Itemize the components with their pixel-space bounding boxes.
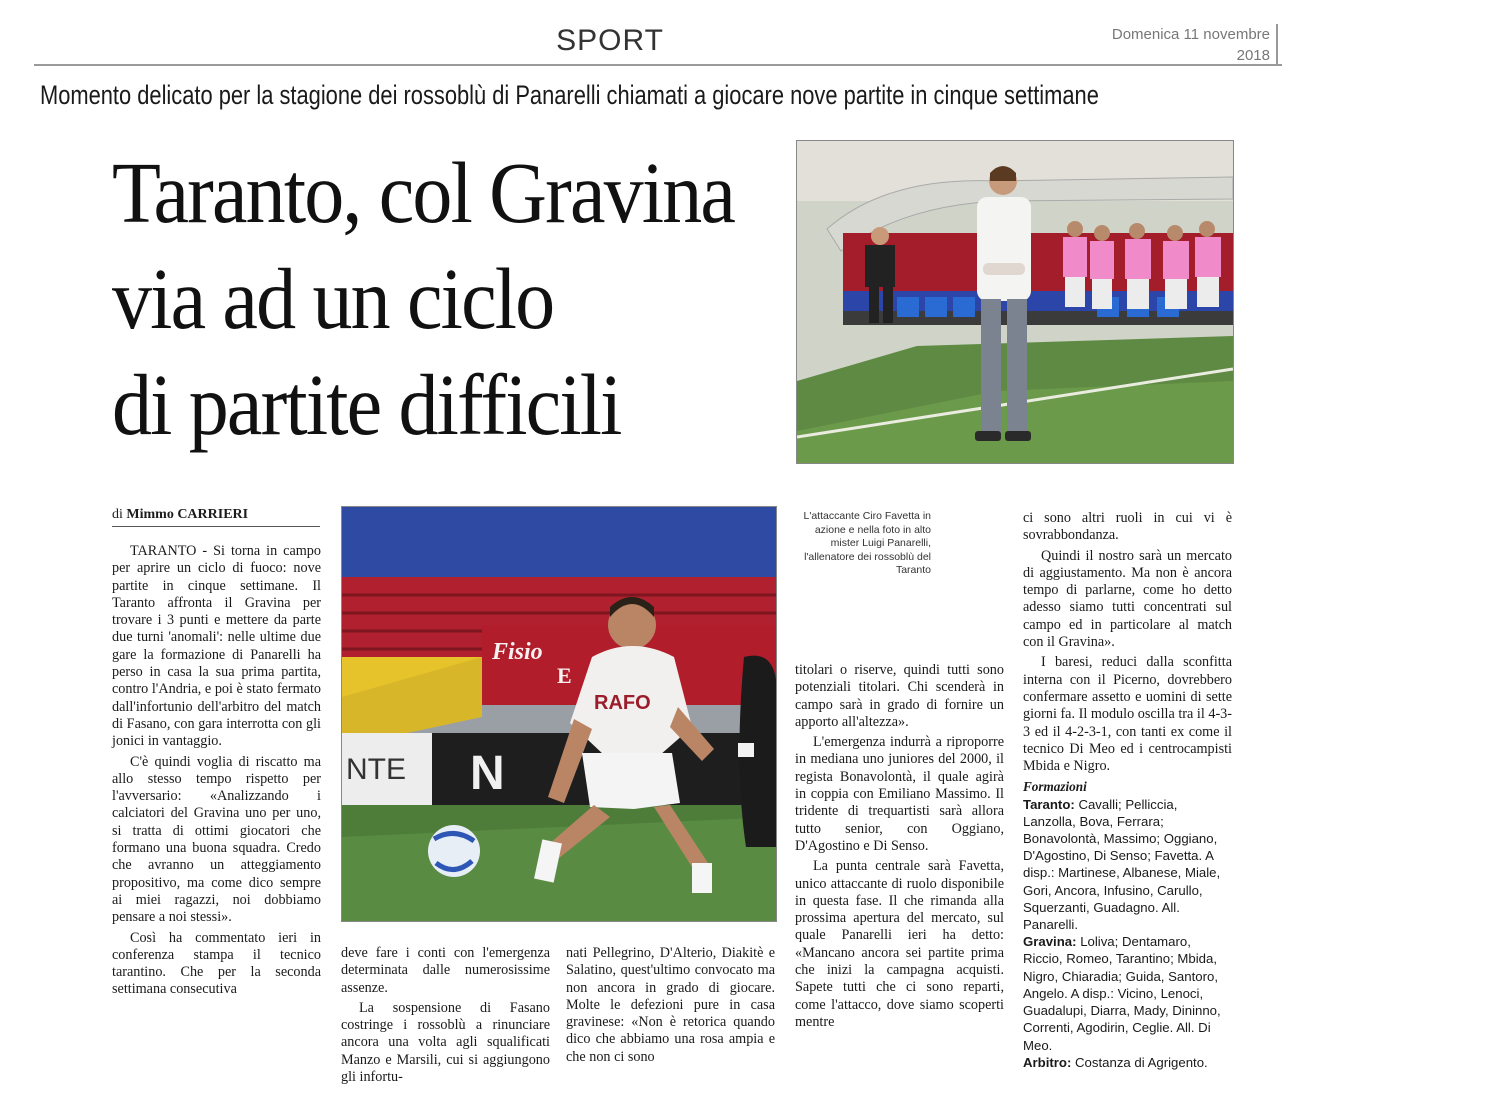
lineup-taranto-label: Taranto: — [1023, 796, 1075, 812]
headline-line-3: di partite difficili — [112, 356, 621, 453]
board-text-1: NTE — [346, 753, 406, 786]
sponsor-text-1: Fisio — [492, 639, 543, 665]
coach-photo-illustration — [797, 141, 1233, 463]
paragraph: deve fare i conti con l'emergenza determinata dalle numerosissime assenze. — [341, 945, 550, 996]
byline-author: Mimmo CARRIERI — [126, 507, 249, 522]
lineups — [1023, 778, 1232, 1070]
paragraph: La punta centrale sarà Favetta, unico attaccante di ruolo disponibile in questa fase. Il che rimanda alla prossima apertura del mercato, sul quale Panarelli ieri ha detto: «Mancano ancora sei partite prima che inizi la campagna acquisti. Sapete tutti che ci sono reparti, come l'attacco, dove siamo scoperti mentre — [795, 858, 1004, 1030]
paragraph: Così ha commentato ieri in conferenza stampa il tecnico tarantino. Che per la seconda settimana consecutiva — [112, 929, 321, 998]
issue-date — [1112, 24, 1278, 66]
headline — [112, 140, 756, 458]
board-text-2: N — [470, 747, 505, 800]
kicker: Momento delicato per la stagione dei rossoblù di Panarelli chiamati a giocare nove partite in cinque settimane — [40, 80, 1099, 110]
headline-line-2: via ad un ciclo — [112, 250, 554, 347]
paragraph: ci sono altri ruoli in cui vi è sovrabbondanza. — [1023, 510, 1232, 544]
lineup-gravina — [1023, 933, 1232, 1053]
paragraph: L'emergenza indurrà a riproporre in mediana uno juniores del 2000, il regista Bonavolontà, il quale agirà in coppia con Emiliano Massimo. Il tridente di trequartisti sarà allora tutto senior, con Oggiano, D'Agostino e Di Senso. — [795, 734, 1004, 854]
paragraph: La sospensione di Fasano costringe i rossoblù a rinunciare ancora una volta agli squalificati Manzo e Marsili, cui si aggiungono gli infortu- — [341, 999, 550, 1086]
byline — [112, 507, 320, 527]
paragraph: C'è quindi voglia di riscatto ma allo stesso tempo rispetto per l'avversario: «Analizzando i calciatori del Gravina uno per uno, si tratta di ottimi giocatori che formano una buona squadra. Credo che avranno un atteggiamento propositivo, ma come dico sempre ai miei ragazzi, noi dobbiamo pensare a noi stessi». — [112, 753, 321, 926]
referee-label: Arbitro: — [1023, 1054, 1072, 1070]
article-column-3 — [566, 945, 775, 1069]
article-column-2 — [341, 945, 550, 1089]
jersey-text: RAFO — [594, 692, 651, 714]
lineup-gravina-text: Loliva; Dentamaro, Riccio, Romeo, Tarantino; Mbida, Nigro, Chiaradia; Guida, Santoro, Angelo. A disp.: Vicino, Lenoci, Guadalupi, Diarra, Mady, Dininno, Correnti, Agodirin, Ceglie. All. Di Meo. — [1023, 934, 1221, 1053]
lineup-title: Formazioni — [1023, 779, 1087, 795]
article-column-5 — [1023, 510, 1232, 1071]
header-rule — [34, 64, 1282, 66]
article-column-4 — [795, 662, 1004, 1034]
paragraph: titolari o riserve, quindi tutti sono potenziali titolari. Chi scenderà in campo sarà in grado di fornire un apporto all'altezza». — [795, 662, 1004, 730]
lineup-gravina-label: Gravina: — [1023, 934, 1077, 950]
lineup-taranto — [1023, 796, 1232, 934]
paragraph: nati Pellegrino, D'Alterio, Diakitè e Salatino, quest'ultimo convocato ma non ancora in grado di giocare. Molte le defezioni pure in casa gravinese: «Non è retorica quando dico che abbiamo una rosa ampia e che non ci sono — [566, 945, 775, 1065]
action-photo-illustration — [342, 507, 776, 921]
headline-line-1: Taranto, col Gravina — [112, 144, 735, 241]
date-line-1: Domenica 11 novembre — [1111, 26, 1270, 43]
referee — [1023, 1054, 1232, 1071]
paragraph: Quindi il nostro sarà un mercato di aggiustamento. Ma non è ancora tempo di parlarne, come ho detto adesso siamo tutti concentrati sul campo ed in particolare al match con il Gravina». — [1023, 547, 1232, 651]
paragraph: I baresi, reduci dalla sconfitta interna con il Picerno, dovrebbero confermare assetto e uomini di sette giorni fa. Il modulo oscilla tra il 4-3-3 ed il 4-2-3-1, con tanti ex come il tecnico Di Meo ed i centrocampisti Mbida e Nigro. — [1023, 654, 1232, 775]
photo-caption: L'attaccante Ciro Favetta in azione e nella foto in alto mister Luigi Panarelli, l'allenatore dei rossoblù del Taranto — [803, 510, 931, 576]
sponsor-text-2: E — [557, 663, 572, 688]
byline-prefix: di — [112, 507, 123, 522]
date-line-2: 2018 — [1236, 47, 1270, 64]
paragraph: TARANTO - Si torna in campo per aprire un ciclo di fuoco: nove partite in cinque settimane. Il Taranto affronta il Gravina per trovare i 3 punti e mettere da parte due turni 'anomali': nelle ultime due gare la formazione di Panarelli ha perso in casa la sua prima partita, contro l'Andria, e poi è stato fermato dall'infortunio dell'arbitro del match di Fasano, con gara interrotta con gli jonici in vantaggio. — [112, 543, 321, 750]
article-column-1 — [112, 543, 321, 1002]
referee-text: Costanza di Agrigento. — [1075, 1054, 1208, 1070]
lineup-taranto-text: Cavalli; Pelliccia, Lanzolla, Bova, Ferrara; Bonavolontà, Massimo; Oggiano, D'Agostino, Di Senso; Favetta. A disp.: Martinese, Albanese, Miale, Gori, Ancora, Infusino, Carullo, Squerzanti, Guadagno. All. Panarelli. — [1023, 796, 1221, 933]
section-label: SPORT — [556, 24, 664, 57]
photo-coach — [796, 140, 1234, 464]
photo-action — [341, 506, 777, 922]
